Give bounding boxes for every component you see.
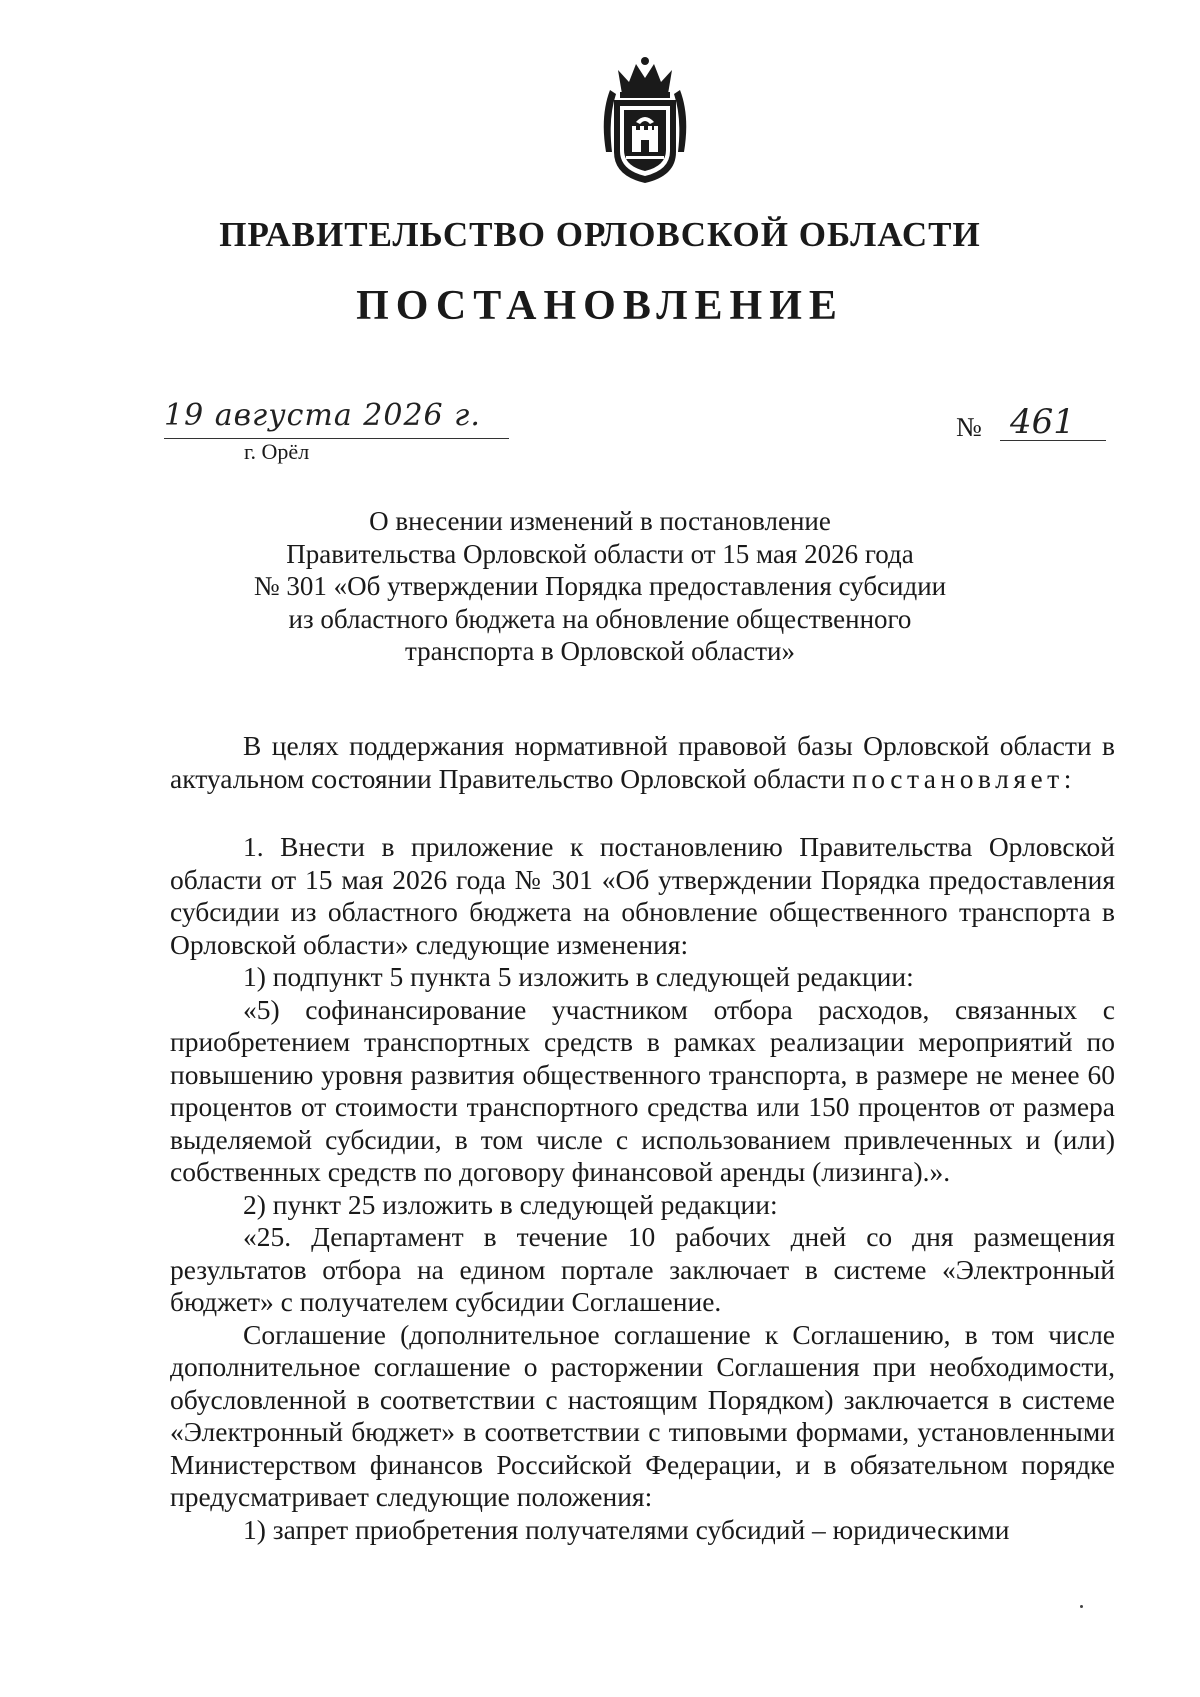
subject-line: транспорта в Орловской области» xyxy=(405,636,795,666)
subject-line: № 301 «Об утверждении Порядка предоставления субсидии xyxy=(253,571,947,601)
paragraph-7: 1) запрет приобретения получателями субсидий – юридическими xyxy=(243,1513,1010,1545)
organization-title: ПРАВИТЕЛЬСТВО ОРЛОВСКОЙ ОБЛАСТИ xyxy=(219,215,981,254)
paragraph-4: 2) пункт 25 изложить в следующей редакции: xyxy=(243,1188,778,1220)
paragraph-5: «25. Департамент в течение 10 рабочих дней со дня размещения результатов отбора на едином портале заключает в системе «Электронный бюджет» с получателем субсидии Соглашение. xyxy=(170,1221,1115,1317)
paragraph-1: 1. Внести в приложение к постановлению Правительства Орловской области от 15 мая 2026 года № 301 «Об утверждении Порядка предоставления субсидии из областного бюджета на обновление общественного транспорта в Орловской области» следующие изменения: xyxy=(170,831,1115,960)
subject-line: из областного бюджета на обновление общественного xyxy=(288,603,912,634)
subject-line: Правительства Орловской области от 15 мая 2026 года xyxy=(286,538,914,569)
paragraph-3: «5) софинансирование участником отбора расходов, связанных с приобретением транспортных средств в рамках реализации мероприятий по повышению уровня развития общественного транспорта, в размере не менее 60 процентов от стоимости транспортного средства или 150 процентов от размера выделяемой субсидии, в том числе с использованием привлеченных и (или) собственных средств по договору финансовой аренды (лизинга).». xyxy=(170,993,1115,1187)
oryol-coat-of-arms-emblem xyxy=(596,56,694,186)
paragraph-6: Соглашение (дополнительное соглашение к Соглашению, в том числе дополнительное соглашение о расторжении Соглашения при необходимости, обусловленной в соответствии с настоящим Порядком) заключается в системе «Электронный бюджет» в соответствии с типовыми формами, установленными Министерством финансов Российской Федерации, и в обязательном порядке предусматривает следующие положения: xyxy=(170,1318,1115,1512)
resolves-word: постановляет: xyxy=(852,762,1076,794)
document-type-title: ПОСТАНОВЛЕНИЕ xyxy=(356,283,844,329)
scan-mark xyxy=(1080,1605,1083,1608)
date-underline xyxy=(164,438,509,439)
intro-paragraph xyxy=(170,730,1115,795)
document-body xyxy=(170,730,1115,1546)
number-underline xyxy=(1000,440,1106,441)
handwritten-date: 19 августа 2026 г. xyxy=(164,398,481,433)
intro-text: В целях поддержания нормативной правовой базы Орловской области в актуальном состоянии Правительство Орловской области xyxy=(170,730,1115,794)
subject-line: О внесении изменений в постановление xyxy=(369,506,831,536)
handwritten-number: 461 xyxy=(1010,402,1075,442)
document-subject xyxy=(170,505,1030,668)
city-label: г. Орёл xyxy=(244,439,310,464)
number-label: № xyxy=(956,412,982,442)
paragraph-2: 1) подпункт 5 пункта 5 изложить в следующей редакции: xyxy=(243,961,914,992)
